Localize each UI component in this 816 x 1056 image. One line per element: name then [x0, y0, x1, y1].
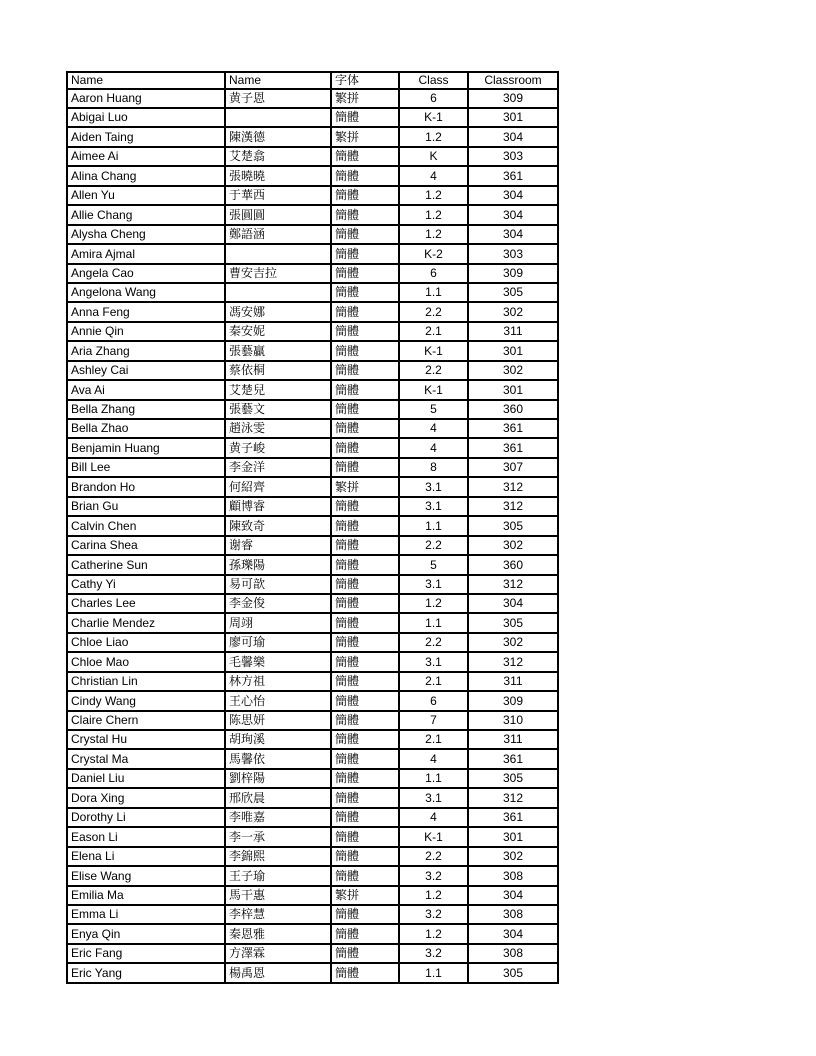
table-row	[67, 808, 558, 827]
cell-english-name: Aria Zhang	[67, 341, 225, 360]
cell-font-type: 簡體	[331, 361, 399, 380]
cell-classroom: 361	[468, 749, 558, 768]
cell-chinese-name: 李梓慧	[225, 905, 331, 924]
cell-english-name: Dorothy Li	[67, 808, 225, 827]
cell-classroom: 301	[468, 108, 558, 127]
cell-chinese-name	[225, 244, 331, 263]
cell-english-name: Charlie Mendez	[67, 613, 225, 632]
cell-chinese-name: 邢欣晨	[225, 788, 331, 807]
table-row	[67, 555, 558, 574]
cell-classroom: 305	[468, 613, 558, 632]
header-row	[67, 72, 558, 89]
cell-english-name: Brian Gu	[67, 497, 225, 516]
cell-chinese-name: 艾楚兒	[225, 380, 331, 399]
cell-class: 3.2	[399, 944, 468, 963]
cell-class: 3.2	[399, 866, 468, 885]
cell-class: 1.2	[399, 205, 468, 224]
cell-classroom: 305	[468, 283, 558, 302]
cell-english-name: Aiden Taing	[67, 127, 225, 146]
cell-classroom: 361	[468, 419, 558, 438]
cell-english-name: Claire Chern	[67, 711, 225, 730]
student-table-body	[67, 89, 558, 983]
cell-font-type: 簡體	[331, 147, 399, 166]
cell-class: 3.1	[399, 477, 468, 496]
cell-chinese-name: 艾楚翕	[225, 147, 331, 166]
cell-font-type: 簡體	[331, 827, 399, 846]
cell-chinese-name	[225, 108, 331, 127]
cell-chinese-name: 顧博睿	[225, 497, 331, 516]
table-row	[67, 361, 558, 380]
table-row	[67, 302, 558, 321]
cell-classroom: 312	[468, 477, 558, 496]
cell-classroom: 312	[468, 652, 558, 671]
cell-classroom: 304	[468, 205, 558, 224]
cell-font-type: 繁拼	[331, 886, 399, 905]
cell-english-name: Ashley Cai	[67, 361, 225, 380]
cell-class: 3.1	[399, 788, 468, 807]
table-row	[67, 536, 558, 555]
cell-english-name: Elise Wang	[67, 866, 225, 885]
cell-english-name: Allie Chang	[67, 205, 225, 224]
cell-font-type: 繁拼	[331, 89, 399, 108]
cell-classroom: 301	[468, 341, 558, 360]
cell-english-name: Catherine Sun	[67, 555, 225, 574]
cell-english-name: Dora Xing	[67, 788, 225, 807]
cell-font-type: 簡體	[331, 613, 399, 632]
cell-english-name: Carina Shea	[67, 536, 225, 555]
cell-chinese-name: 易可歆	[225, 575, 331, 594]
cell-class: K	[399, 147, 468, 166]
cell-class: 5	[399, 555, 468, 574]
cell-font-type: 簡體	[331, 905, 399, 924]
cell-class: 1.1	[399, 769, 468, 788]
cell-class: 2.1	[399, 672, 468, 691]
cell-class: 2.2	[399, 847, 468, 866]
cell-font-type: 簡體	[331, 264, 399, 283]
table-row	[67, 166, 558, 185]
cell-font-type: 簡體	[331, 866, 399, 885]
cell-classroom: 302	[468, 633, 558, 652]
cell-chinese-name: 黄子恩	[225, 89, 331, 108]
cell-chinese-name: 秦安妮	[225, 322, 331, 341]
student-roster-table	[66, 71, 559, 984]
cell-classroom: 361	[468, 438, 558, 457]
cell-english-name: Alina Chang	[67, 166, 225, 185]
cell-class: 4	[399, 749, 468, 768]
cell-font-type: 簡體	[331, 672, 399, 691]
header-font-type: 字体	[331, 72, 399, 89]
cell-font-type: 簡體	[331, 341, 399, 360]
cell-class: 8	[399, 458, 468, 477]
cell-font-type: 簡體	[331, 575, 399, 594]
table-row	[67, 400, 558, 419]
cell-classroom: 311	[468, 672, 558, 691]
cell-class: K-1	[399, 380, 468, 399]
cell-classroom: 310	[468, 711, 558, 730]
cell-english-name: Charles Lee	[67, 594, 225, 613]
cell-chinese-name: 張藝贏	[225, 341, 331, 360]
cell-class: 6	[399, 89, 468, 108]
cell-english-name: Abigai Luo	[67, 108, 225, 127]
cell-classroom: 312	[468, 497, 558, 516]
cell-class: 1.2	[399, 886, 468, 905]
cell-english-name: Ava Ai	[67, 380, 225, 399]
header-chinese-name: Name	[225, 72, 331, 89]
cell-chinese-name: 曹安吉拉	[225, 264, 331, 283]
cell-class: 4	[399, 419, 468, 438]
table-row	[67, 963, 558, 983]
cell-class: 4	[399, 438, 468, 457]
cell-english-name: Angelona Wang	[67, 283, 225, 302]
cell-class: K-1	[399, 827, 468, 846]
table-row	[67, 886, 558, 905]
cell-chinese-name: 馮安娜	[225, 302, 331, 321]
cell-font-type: 簡體	[331, 166, 399, 185]
cell-classroom: 308	[468, 905, 558, 924]
cell-classroom: 305	[468, 516, 558, 535]
cell-font-type: 簡體	[331, 730, 399, 749]
cell-class: 1.2	[399, 924, 468, 943]
cell-class: 6	[399, 264, 468, 283]
table-row	[67, 672, 558, 691]
table-header	[67, 72, 558, 89]
cell-english-name: Crystal Ma	[67, 749, 225, 768]
table-row	[67, 730, 558, 749]
cell-font-type: 簡體	[331, 438, 399, 457]
cell-classroom: 308	[468, 866, 558, 885]
cell-chinese-name: 林方祖	[225, 672, 331, 691]
cell-english-name: Emma Li	[67, 905, 225, 924]
cell-font-type: 簡體	[331, 555, 399, 574]
table-row	[67, 322, 558, 341]
cell-english-name: Anna Feng	[67, 302, 225, 321]
cell-font-type: 簡體	[331, 244, 399, 263]
cell-class: 2.1	[399, 322, 468, 341]
table-row	[67, 127, 558, 146]
cell-chinese-name: 陈思妍	[225, 711, 331, 730]
cell-chinese-name: 張曉曉	[225, 166, 331, 185]
cell-class: 1.2	[399, 127, 468, 146]
cell-font-type: 簡體	[331, 808, 399, 827]
cell-chinese-name: 蔡依桐	[225, 361, 331, 380]
cell-class: 1.1	[399, 963, 468, 983]
table-row	[67, 905, 558, 924]
cell-chinese-name: 黄子峻	[225, 438, 331, 457]
cell-english-name: Daniel Liu	[67, 769, 225, 788]
cell-font-type: 簡體	[331, 380, 399, 399]
cell-font-type: 簡體	[331, 788, 399, 807]
cell-chinese-name: 王子瑜	[225, 866, 331, 885]
cell-english-name: Calvin Chen	[67, 516, 225, 535]
table-row	[67, 438, 558, 457]
cell-english-name: Angela Cao	[67, 264, 225, 283]
cell-font-type: 簡體	[331, 924, 399, 943]
cell-classroom: 309	[468, 89, 558, 108]
cell-chinese-name: 楊禹恩	[225, 963, 331, 983]
cell-chinese-name: 張圓圓	[225, 205, 331, 224]
cell-chinese-name: 陳致奇	[225, 516, 331, 535]
table-row	[67, 652, 558, 671]
cell-chinese-name: 何紹齊	[225, 477, 331, 496]
table-row	[67, 827, 558, 846]
cell-class: 2.1	[399, 730, 468, 749]
table-row	[67, 89, 558, 108]
table-row	[67, 749, 558, 768]
cell-class: 3.1	[399, 652, 468, 671]
cell-chinese-name: 方澤霖	[225, 944, 331, 963]
table-row	[67, 575, 558, 594]
cell-class: 6	[399, 691, 468, 710]
cell-classroom: 301	[468, 380, 558, 399]
cell-english-name: Bill Lee	[67, 458, 225, 477]
cell-class: 5	[399, 400, 468, 419]
cell-classroom: 308	[468, 944, 558, 963]
cell-font-type: 簡體	[331, 400, 399, 419]
table-row	[67, 613, 558, 632]
cell-english-name: Eric Yang	[67, 963, 225, 983]
cell-english-name: Bella Zhao	[67, 419, 225, 438]
cell-classroom: 360	[468, 555, 558, 574]
cell-font-type: 簡體	[331, 108, 399, 127]
cell-english-name: Chloe Mao	[67, 652, 225, 671]
cell-classroom: 302	[468, 847, 558, 866]
cell-classroom: 311	[468, 730, 558, 749]
header-classroom: Classroom	[468, 72, 558, 89]
cell-font-type: 簡體	[331, 711, 399, 730]
table-row	[67, 866, 558, 885]
cell-class: 7	[399, 711, 468, 730]
table-row	[67, 769, 558, 788]
cell-chinese-name	[225, 283, 331, 302]
cell-chinese-name: 馬馨依	[225, 749, 331, 768]
cell-classroom: 311	[468, 322, 558, 341]
cell-english-name: Annie Qin	[67, 322, 225, 341]
cell-chinese-name: 張藝文	[225, 400, 331, 419]
cell-english-name: Amira Ajmal	[67, 244, 225, 263]
cell-font-type: 繁拼	[331, 477, 399, 496]
table-row	[67, 516, 558, 535]
table-row	[67, 944, 558, 963]
cell-classroom: 360	[468, 400, 558, 419]
cell-chinese-name: 毛馨樂	[225, 652, 331, 671]
cell-class: 1.2	[399, 225, 468, 244]
table-row	[67, 847, 558, 866]
cell-font-type: 簡體	[331, 516, 399, 535]
table-row	[67, 419, 558, 438]
cell-font-type: 簡體	[331, 419, 399, 438]
cell-chinese-name: 馬干惠	[225, 886, 331, 905]
table-row	[67, 186, 558, 205]
cell-chinese-name: 鄭語涵	[225, 225, 331, 244]
cell-font-type: 簡體	[331, 536, 399, 555]
cell-chinese-name: 廖可瑜	[225, 633, 331, 652]
table-row	[67, 633, 558, 652]
cell-classroom: 301	[468, 827, 558, 846]
cell-class: 3.2	[399, 905, 468, 924]
cell-class: 1.2	[399, 594, 468, 613]
table-row	[67, 477, 558, 496]
cell-font-type: 簡體	[331, 847, 399, 866]
cell-font-type: 簡體	[331, 633, 399, 652]
cell-chinese-name: 秦恩雅	[225, 924, 331, 943]
table-row	[67, 924, 558, 943]
header-english-name: Name	[67, 72, 225, 89]
cell-classroom: 302	[468, 536, 558, 555]
cell-english-name: Crystal Hu	[67, 730, 225, 749]
cell-classroom: 304	[468, 127, 558, 146]
table-row	[67, 788, 558, 807]
cell-classroom: 303	[468, 244, 558, 263]
cell-english-name: Benjamin Huang	[67, 438, 225, 457]
cell-english-name: Emilia Ma	[67, 886, 225, 905]
table-row	[67, 283, 558, 302]
cell-chinese-name: 李金俊	[225, 594, 331, 613]
cell-font-type: 簡體	[331, 749, 399, 768]
cell-english-name: Elena Li	[67, 847, 225, 866]
cell-english-name: Eric Fang	[67, 944, 225, 963]
cell-class: 3.1	[399, 575, 468, 594]
cell-english-name: Eason Li	[67, 827, 225, 846]
table-row	[67, 205, 558, 224]
cell-font-type: 繁拼	[331, 127, 399, 146]
cell-font-type: 簡體	[331, 963, 399, 983]
cell-class: K-2	[399, 244, 468, 263]
cell-classroom: 302	[468, 302, 558, 321]
cell-font-type: 簡體	[331, 302, 399, 321]
cell-class: 1.2	[399, 186, 468, 205]
cell-font-type: 簡體	[331, 497, 399, 516]
cell-class: 2.2	[399, 536, 468, 555]
cell-classroom: 305	[468, 963, 558, 983]
cell-font-type: 簡體	[331, 691, 399, 710]
cell-english-name: Bella Zhang	[67, 400, 225, 419]
cell-font-type: 簡體	[331, 594, 399, 613]
cell-english-name: Chloe Liao	[67, 633, 225, 652]
table-row	[67, 147, 558, 166]
table-row	[67, 458, 558, 477]
cell-class: 1.1	[399, 613, 468, 632]
cell-classroom: 304	[468, 186, 558, 205]
cell-class: K-1	[399, 108, 468, 127]
cell-english-name: Aaron Huang	[67, 89, 225, 108]
cell-english-name: Cathy Yi	[67, 575, 225, 594]
cell-classroom: 304	[468, 594, 558, 613]
table-row	[67, 108, 558, 127]
table-row	[67, 341, 558, 360]
cell-classroom: 312	[468, 575, 558, 594]
cell-classroom: 361	[468, 166, 558, 185]
cell-chinese-name: 谢睿	[225, 536, 331, 555]
cell-class: 3.1	[399, 497, 468, 516]
cell-chinese-name: 李金洋	[225, 458, 331, 477]
cell-font-type: 簡體	[331, 186, 399, 205]
cell-font-type: 簡體	[331, 652, 399, 671]
cell-english-name: Brandon Ho	[67, 477, 225, 496]
cell-chinese-name: 李唯嘉	[225, 808, 331, 827]
cell-english-name: Christian Lin	[67, 672, 225, 691]
table-row	[67, 244, 558, 263]
cell-classroom: 307	[468, 458, 558, 477]
table-row	[67, 594, 558, 613]
cell-class: K-1	[399, 341, 468, 360]
cell-classroom: 304	[468, 225, 558, 244]
cell-class: 1.1	[399, 516, 468, 535]
cell-chinese-name: 周翊	[225, 613, 331, 632]
cell-english-name: Cindy Wang	[67, 691, 225, 710]
table-row	[67, 691, 558, 710]
cell-classroom: 361	[468, 808, 558, 827]
cell-chinese-name: 胡珣溪	[225, 730, 331, 749]
cell-chinese-name: 劉梓陽	[225, 769, 331, 788]
cell-font-type: 簡體	[331, 205, 399, 224]
cell-english-name: Enya Qin	[67, 924, 225, 943]
cell-classroom: 303	[468, 147, 558, 166]
cell-chinese-name: 孫瓅陽	[225, 555, 331, 574]
cell-font-type: 簡體	[331, 769, 399, 788]
cell-font-type: 簡體	[331, 283, 399, 302]
header-class: Class	[399, 72, 468, 89]
cell-classroom: 304	[468, 924, 558, 943]
table-row	[67, 264, 558, 283]
cell-font-type: 簡體	[331, 458, 399, 477]
cell-chinese-name: 王心怡	[225, 691, 331, 710]
table-row	[67, 711, 558, 730]
cell-class: 1.1	[399, 283, 468, 302]
cell-class: 2.2	[399, 633, 468, 652]
cell-classroom: 304	[468, 886, 558, 905]
table-row	[67, 225, 558, 244]
cell-class: 2.2	[399, 302, 468, 321]
table-row	[67, 497, 558, 516]
cell-class: 4	[399, 166, 468, 185]
cell-classroom: 312	[468, 788, 558, 807]
cell-chinese-name: 陳漢德	[225, 127, 331, 146]
cell-english-name: Allen Yu	[67, 186, 225, 205]
cell-chinese-name: 趙泳雯	[225, 419, 331, 438]
table-row	[67, 380, 558, 399]
cell-class: 2.2	[399, 361, 468, 380]
cell-font-type: 簡體	[331, 944, 399, 963]
cell-class: 4	[399, 808, 468, 827]
cell-classroom: 309	[468, 691, 558, 710]
cell-classroom: 309	[468, 264, 558, 283]
cell-classroom: 302	[468, 361, 558, 380]
cell-font-type: 簡體	[331, 322, 399, 341]
cell-chinese-name: 李一承	[225, 827, 331, 846]
cell-english-name: Alysha Cheng	[67, 225, 225, 244]
cell-chinese-name: 李錦熙	[225, 847, 331, 866]
cell-classroom: 305	[468, 769, 558, 788]
cell-english-name: Aimee Ai	[67, 147, 225, 166]
cell-font-type: 簡體	[331, 225, 399, 244]
cell-chinese-name: 于華西	[225, 186, 331, 205]
